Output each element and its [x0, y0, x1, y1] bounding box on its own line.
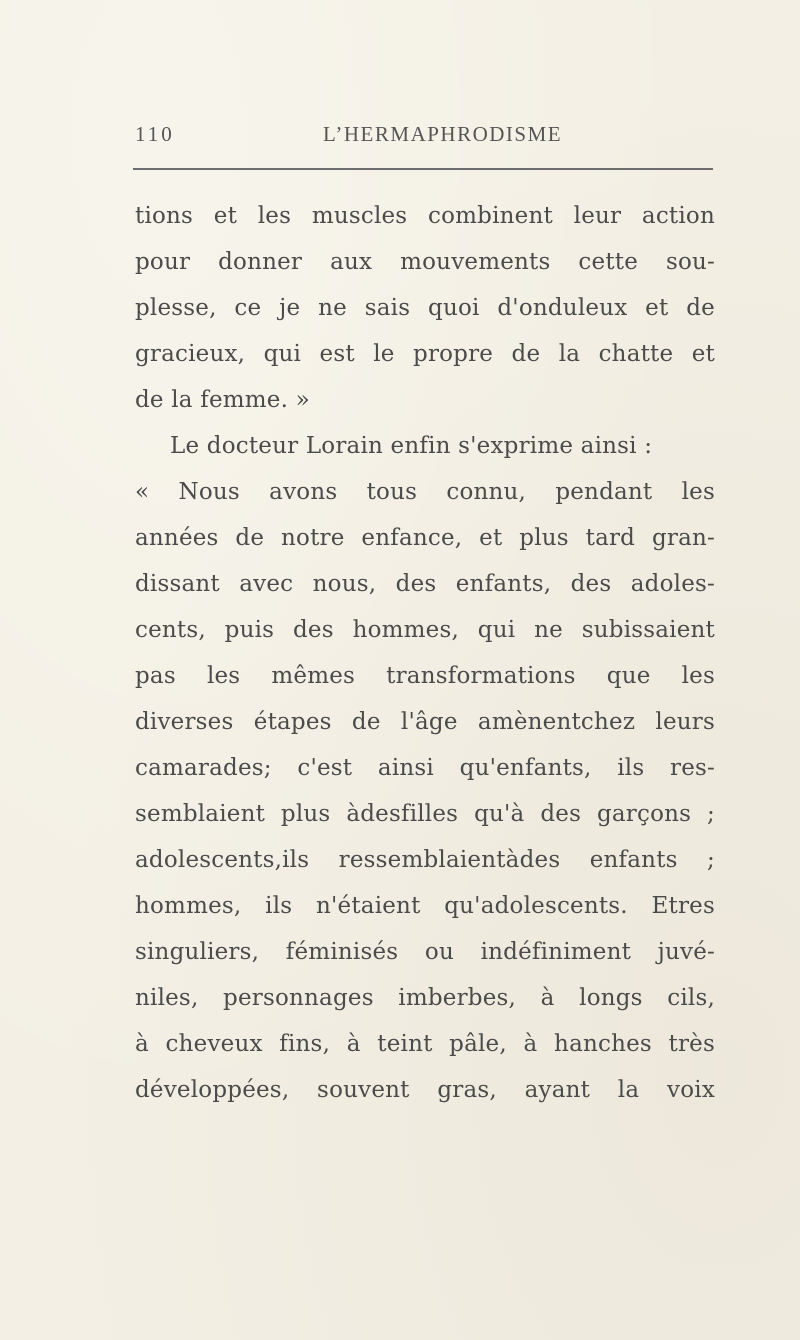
running-title: L’HERMAPHRODISME	[323, 122, 563, 146]
text-line: à cheveux fins, à teint pâle, à hanches très	[135, 1031, 715, 1057]
text-line: développées, souvent gras, ayant la voix	[135, 1077, 715, 1103]
text-line: pas les mêmes transformations que les	[135, 663, 715, 689]
text-line: diverses étapes de l'âge amènentchez leurs	[135, 709, 715, 735]
text-line: hommes, ils n'étaient qu'adolescents. Etres	[135, 893, 715, 919]
body-text	[135, 193, 715, 1113]
page-header	[135, 122, 715, 152]
text-line: adolescents,ils ressemblaientàdes enfants ;	[135, 847, 715, 873]
text-line: niles, personnages imberbes, à longs cils,	[135, 985, 715, 1011]
text-line: pour donner aux mouvements cette sou-	[135, 249, 715, 275]
text-line: « Nous avons tous connu, pendant les	[135, 479, 715, 505]
page-number: 110	[135, 122, 175, 146]
text-line: tions et les muscles combinent leur action	[135, 203, 715, 229]
text-line: camarades; c'est ainsi qu'enfants, ils res-	[135, 755, 715, 781]
text-line: semblaient plus àdesfilles qu'à des garçons ;	[135, 801, 715, 827]
text-line: de la femme. »	[135, 387, 310, 413]
text-line: dissant avec nous, des enfants, des adoles-	[135, 571, 715, 597]
text-line: singuliers, féminisés ou indéfiniment juvé-	[135, 939, 715, 965]
text-line: plesse, ce je ne sais quoi d'onduleux et de	[135, 295, 715, 321]
text-line: cents, puis des hommes, qui ne subissaient	[135, 617, 715, 643]
text-line: années de notre enfance, et plus tard gran-	[135, 525, 715, 551]
text-line: gracieux, qui est le propre de la chatte et	[135, 341, 715, 367]
text-line: Le docteur Lorain enfin s'exprime ainsi :	[170, 433, 653, 459]
header-rule	[133, 168, 713, 170]
